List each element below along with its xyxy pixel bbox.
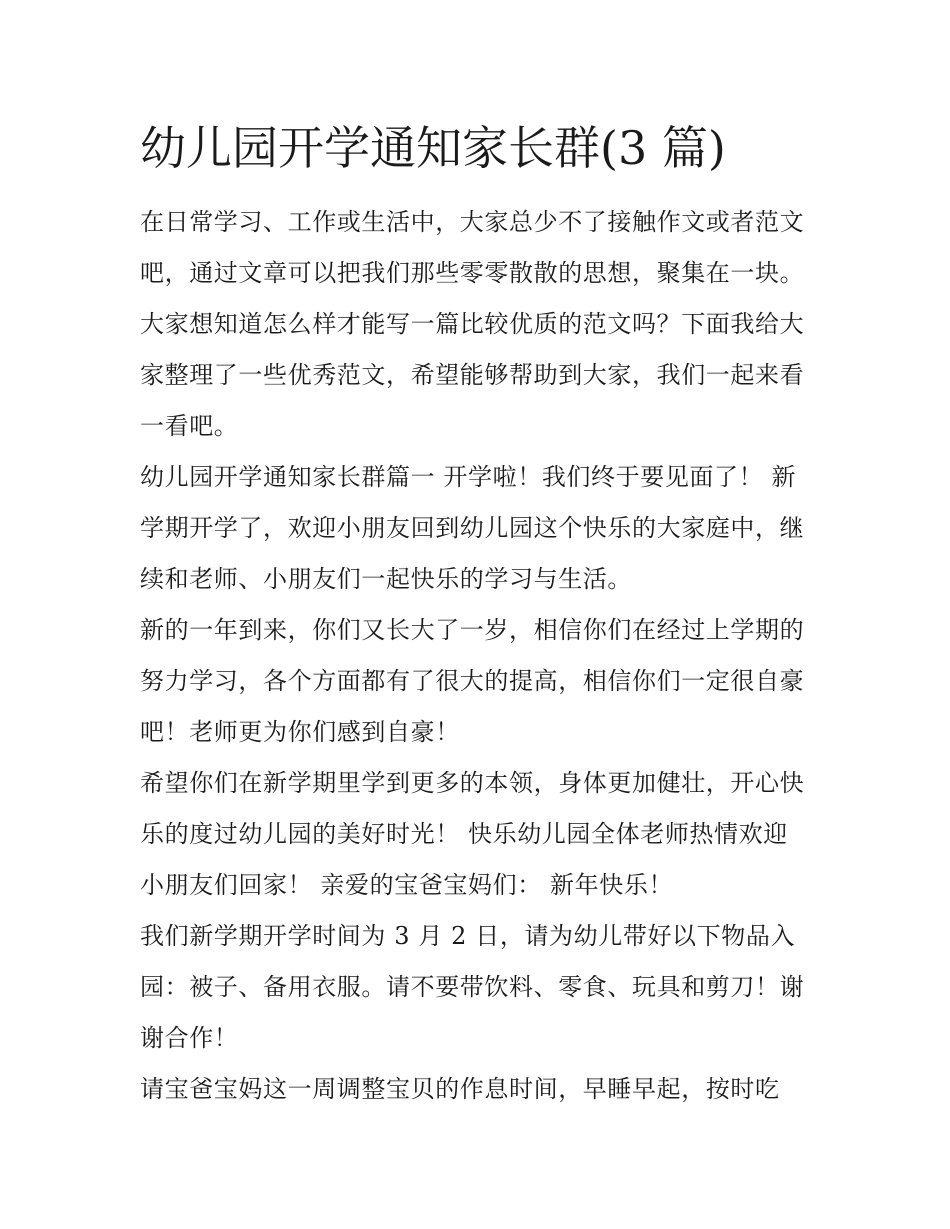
paragraph-wishes: [140, 758, 815, 911]
text-line: 在日常学习、工作或生活中，大家总少不了接触作文或者范文: [140, 208, 805, 236]
text-line: 请宝爸宝妈这一周调整宝贝的作息时间，早睡早起，按时吃: [140, 1075, 780, 1103]
text-line: 谢合作！: [140, 1024, 239, 1052]
document-body: [140, 197, 815, 1115]
text-line: 园：被子、备用衣服。请不要带饮料、零食、玩具和剪刀！谢: [140, 973, 805, 1001]
paragraph-new-year: [140, 605, 815, 758]
text-line: 吧！老师更为你们感到自豪！: [140, 718, 460, 746]
paragraph-section-one: [140, 452, 815, 605]
paragraph-start-date: [140, 911, 815, 1064]
text-line: 续和老师、小朋友们一起快乐的学习与生活。: [140, 565, 632, 593]
text-line: 一看吧。: [140, 412, 239, 440]
text-line: 小朋友们回家！ 亲爱的宝爸宝妈们： 新年快乐！: [140, 871, 674, 899]
text-line: 幼儿园开学通知家长群篇一 开学啦！我们终于要见面了！ 新: [140, 463, 797, 491]
text-line: 吧，通过文章可以把我们那些零零散散的思想，聚集在一块。: [140, 259, 805, 287]
text-line: 努力学习，各个方面都有了很大的提高，相信你们一定很自豪: [140, 667, 805, 695]
text-line: 新的一年到来，你们又长大了一岁，相信你们在经过上学期的: [140, 616, 805, 644]
text-line: 我们新学期开学时间为 3 月 2 日，请为幼儿带好以下物品入: [140, 922, 796, 950]
paragraph-schedule: [140, 1064, 815, 1115]
document-title: 幼儿园开学通知家长群(3 篇): [140, 121, 726, 175]
paragraph-intro: [140, 197, 815, 452]
text-line: 乐的度过幼儿园的美好时光！ 快乐幼儿园全体老师热情欢迎: [140, 820, 788, 848]
text-line: 希望你们在新学期里学到更多的本领，身体更加健壮，开心快: [140, 769, 805, 797]
text-line: 大家想知道怎么样才能写一篇比较优质的范文吗？下面我给大: [140, 310, 805, 338]
text-line: 学期开学了，欢迎小朋友回到幼儿园这个快乐的大家庭中，继: [140, 514, 805, 542]
text-line: 家整理了一些优秀范文，希望能够帮助到大家，我们一起来看: [140, 361, 805, 389]
